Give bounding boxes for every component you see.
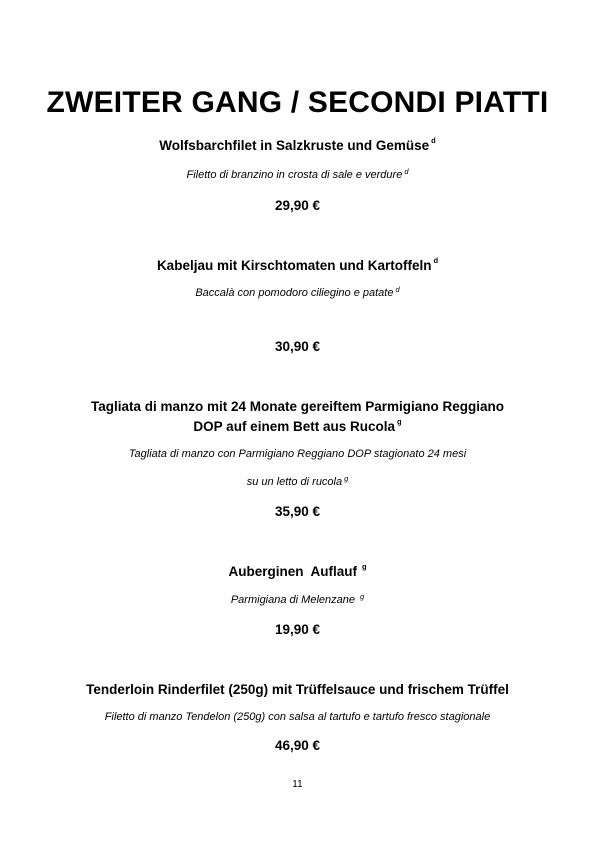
- dish-name-de: [0, 258, 595, 273]
- dish-name-it: [0, 169, 595, 181]
- dish-name-it-line1: Tagliata di manzo con Parmigiano Reggiano DOP stagionato 24 mesi: [128, 448, 467, 460]
- dish-name-it: [0, 594, 595, 606]
- dish-name-de-line1: Tagliata di manzo mit 24 Monate gereiftem Parmigiano Reggiano: [90, 399, 505, 414]
- dish-name-de-text: Kabeljau mit Kirschtomaten und Kartoffeln: [156, 258, 432, 273]
- allergen-code: d: [431, 136, 436, 145]
- page-title: ZWEITER GANG / SECONDI PIATTI: [46, 86, 549, 119]
- dish-price: 30,90 €: [274, 339, 321, 354]
- dish-name-de-text: Auberginen Auflauf: [228, 564, 357, 579]
- allergen-code: g: [396, 417, 402, 426]
- dish-name-it-text: Filetto di branzino in crosta di sale e verdure: [186, 169, 403, 181]
- dish-name-it: Filetto di manzo Tendelon (250g) con salsa al tartufo e tartufo fresco stagionale: [104, 711, 491, 723]
- dish-name-de: [0, 564, 595, 579]
- dish-name-it-line2: [0, 476, 595, 488]
- page-number: 11: [292, 779, 303, 790]
- allergen-code: g: [359, 592, 365, 601]
- dish-name-de-text: Wolfsbarchfilet in Salzkruste und Gemüse: [159, 138, 430, 153]
- allergen-code: d: [395, 285, 400, 294]
- dish-name-it-text: Parmigiana di Melenzane: [230, 594, 355, 606]
- dish-name-de: Tenderloin Rinderfilet (250g) mit Trüffelsauce und frischem Trüffel: [86, 682, 509, 697]
- dish-name-de-line2: [0, 419, 595, 434]
- dish-price: 29,90 €: [274, 198, 321, 213]
- dish-name-it: [0, 287, 595, 299]
- dish-price: 19,90 €: [274, 622, 321, 637]
- dish-name-it-text: Baccalà con pomodoro ciliegino e patate: [195, 287, 394, 299]
- dish-price: 46,90 €: [274, 738, 321, 753]
- allergen-code: g: [344, 474, 349, 483]
- allergen-code: g: [361, 562, 367, 571]
- dish-name-de-text: DOP auf einem Bett aus Rucola: [193, 419, 395, 434]
- dish-price: 35,90 €: [274, 504, 321, 519]
- allergen-code: d: [404, 167, 409, 176]
- allergen-code: d: [433, 256, 439, 265]
- dish-name-it-text: su un letto di rucola: [246, 476, 343, 488]
- dish-name-de: [0, 138, 595, 153]
